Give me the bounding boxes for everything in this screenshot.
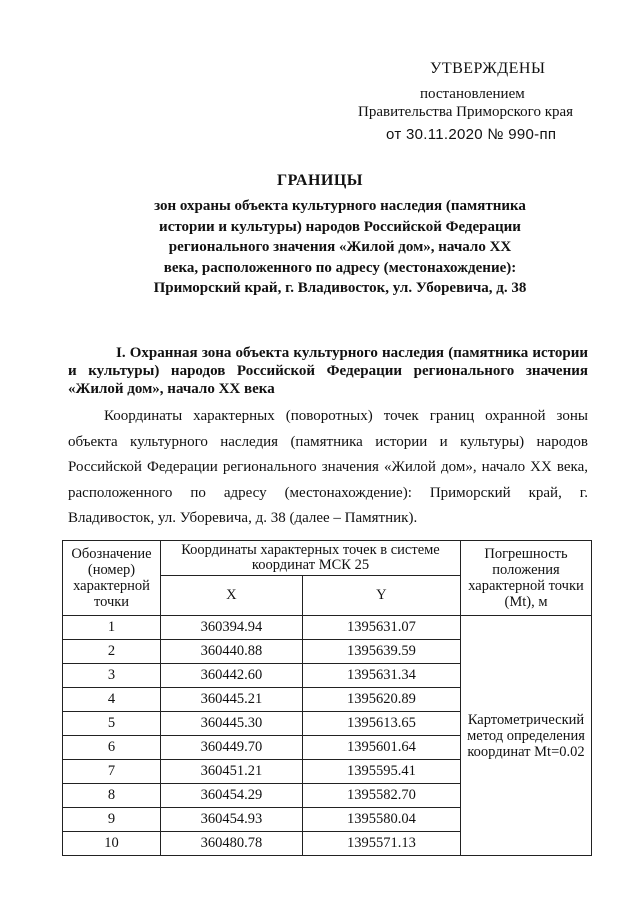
x-coordinate-cell: 360440.88 xyxy=(161,640,303,664)
point-number-cell: 4 xyxy=(63,688,161,712)
point-number-cell: 2 xyxy=(63,640,161,664)
x-coordinate-cell: 360445.30 xyxy=(161,712,303,736)
point-number-cell: 6 xyxy=(63,736,161,760)
y-coordinate-cell: 1395631.07 xyxy=(302,616,460,640)
x-coordinate-cell: 360454.29 xyxy=(161,784,303,808)
y-coordinate-cell: 1395595.41 xyxy=(302,760,460,784)
approval-title: УТВЕРЖДЕНЫ xyxy=(430,60,546,77)
point-number-cell: 1 xyxy=(63,616,161,640)
header-y: Y xyxy=(302,576,460,616)
point-number-cell: 7 xyxy=(63,760,161,784)
x-coordinate-cell: 360394.94 xyxy=(161,616,303,640)
x-coordinate-cell: 360451.21 xyxy=(161,760,303,784)
approval-line-2: Правительства Приморского края xyxy=(358,104,574,120)
point-number-cell: 10 xyxy=(63,832,161,856)
point-number-cell: 8 xyxy=(63,784,161,808)
y-coordinate-cell: 1395613.65 xyxy=(302,712,460,736)
section-heading: I. Охранная зона объекта культурного наследия (памятника истории и культуры) народов Российской Федерации регионального значения «Жилой дом», начало XX века xyxy=(68,345,588,397)
x-coordinate-cell: 360454.93 xyxy=(161,808,303,832)
header-x: X xyxy=(161,576,303,616)
header-coordinates: Координаты характерных точек в системе координат МСК 25 xyxy=(161,541,461,576)
header-point-number: Обозначение (номер) характерной точки xyxy=(63,541,161,616)
y-coordinate-cell: 1395620.89 xyxy=(302,688,460,712)
intro-paragraph: Координаты характерных (поворотных) точек границ охранной зоны объекта культурного наследия (памятника истории и культуры) народов Российской Федерации регионального значения «Жилой дом», начало XX века, расположенного по адресу (местонахождение): Приморский край, г. Владивосток, ул. Уборевича, д. 38 (далее – Памятник). xyxy=(68,408,588,526)
method-cell: Картометрический метод определения координат Mt=0.02 xyxy=(461,616,592,856)
point-number-cell: 3 xyxy=(63,664,161,688)
point-number-cell: 5 xyxy=(63,712,161,736)
y-coordinate-cell: 1395631.34 xyxy=(302,664,460,688)
x-coordinate-cell: 360445.21 xyxy=(161,688,303,712)
approval-line-1: постановлением xyxy=(420,86,525,102)
y-coordinate-cell: 1395582.70 xyxy=(302,784,460,808)
y-coordinate-cell: 1395601.64 xyxy=(302,736,460,760)
point-number-cell: 9 xyxy=(63,808,161,832)
table-row xyxy=(63,616,592,640)
y-coordinate-cell: 1395571.13 xyxy=(302,832,460,856)
x-coordinate-cell: 360480.78 xyxy=(161,832,303,856)
x-coordinate-cell: 360442.60 xyxy=(161,664,303,688)
coordinates-table xyxy=(62,540,592,856)
x-coordinate-cell: 360449.70 xyxy=(161,736,303,760)
approval-line-3: от 30.11.2020 № 990-пп xyxy=(386,126,557,143)
document-title: ГРАНИЦЫ xyxy=(276,172,363,189)
header-error: Погрешность положения характерной точки (Mt), м xyxy=(461,541,592,616)
y-coordinate-cell: 1395580.04 xyxy=(302,808,460,832)
y-coordinate-cell: 1395639.59 xyxy=(302,640,460,664)
document-subtitle: зон охраны объекта культурного наследия (памятника истории и культуры) народов Российской Федерации регионального значения «Жилой дом», начало XX века, расположенного по адресу (местонахождение): Приморский край, г. Владивосток, ул. Уборевича, д. 38 xyxy=(153,198,527,296)
